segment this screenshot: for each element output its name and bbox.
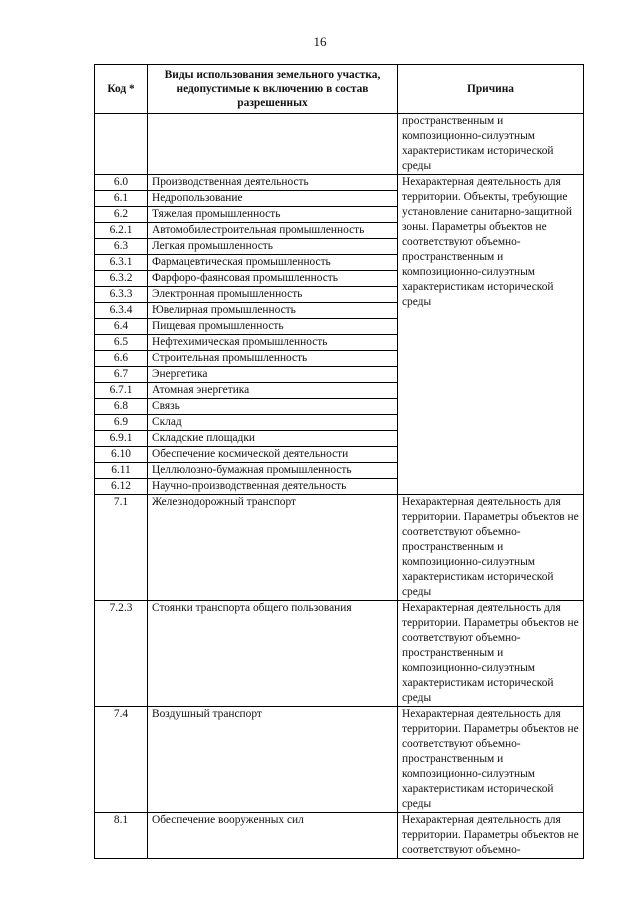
use-cell: Обеспечение космической деятельности — [148, 447, 398, 463]
code-cell: 6.8 — [95, 399, 148, 415]
table-row — [95, 707, 584, 813]
code-cell: 6.12 — [95, 479, 148, 495]
page-number: 16 — [313, 34, 327, 49]
use-cell: Автомобилестроительная промышленность — [148, 223, 398, 239]
group-6-rows — [95, 175, 584, 495]
use-cell: Целлюлозно-бумажная промышленность — [148, 463, 398, 479]
continuation-code-cell — [95, 114, 148, 175]
code-cell: 6.4 — [95, 319, 148, 335]
use-cell: Железнодорожный транспорт — [148, 495, 398, 601]
reason-cell: Нехарактерная деятельность для территории. Параметры объектов не соответствуют объемно-пространственным и композиционно-силуэтным характеристикам исторической среды — [398, 707, 584, 813]
code-cell: 6.3.3 — [95, 287, 148, 303]
reason-cell: Нехарактерная деятельность для территории. Параметры объектов не соответствуют объемно-пространственным и композиционно-силуэтным характеристикам исторической среды — [398, 601, 584, 707]
table-row — [95, 175, 584, 191]
code-cell: 6.6 — [95, 351, 148, 367]
code-cell: 6.10 — [95, 447, 148, 463]
code-cell: 6.3.2 — [95, 271, 148, 287]
use-cell: Атомная энергетика — [148, 383, 398, 399]
use-cell: Строительная промышленность — [148, 351, 398, 367]
use-cell: Нефтехимическая промышленность — [148, 335, 398, 351]
use-cell: Фарфоро-фаянсовая промышленность — [148, 271, 398, 287]
reason-cell: Нехарактерная деятельность для территории. Объекты, требующие установление санитарно-защитной зоны. Параметры объектов не соответствуют объемно-пространственным и композиционно-силуэтным характеристикам исторической среды — [398, 175, 584, 495]
continuation-use-cell — [148, 114, 398, 175]
use-cell: Фармацевтическая промышленность — [148, 255, 398, 271]
use-cell: Недропользование — [148, 191, 398, 207]
reason-cell: Нехарактерная деятельность для территории. Параметры объектов не соответствуют объемно-пространственным и композиционно-силуэтным характеристикам исторической среды — [398, 495, 584, 601]
use-cell: Складские площадки — [148, 431, 398, 447]
use-cell: Производственная деятельность — [148, 175, 398, 191]
code-cell: 7.1 — [95, 495, 148, 601]
use-cell: Обеспечение вооруженных сил — [148, 813, 398, 859]
use-cell: Электронная промышленность — [148, 287, 398, 303]
code-cell: 6.2 — [95, 207, 148, 223]
code-cell: 6.1 — [95, 191, 148, 207]
code-cell: 7.4 — [95, 707, 148, 813]
code-cell: 8.1 — [95, 813, 148, 859]
code-cell: 7.2.3 — [95, 601, 148, 707]
table-row — [95, 813, 584, 859]
table-row — [95, 601, 584, 707]
use-cell: Стоянки транспорта общего пользования — [148, 601, 398, 707]
code-cell: 6.9 — [95, 415, 148, 431]
code-cell: 6.3 — [95, 239, 148, 255]
code-cell: 6.0 — [95, 175, 148, 191]
use-cell: Энергетика — [148, 367, 398, 383]
code-cell: 6.7 — [95, 367, 148, 383]
code-cell: 6.3.1 — [95, 255, 148, 271]
header-use: Виды использования земельного участка, недопустимые к включению в состав разрешенных — [148, 65, 398, 114]
code-cell: 6.11 — [95, 463, 148, 479]
table-row — [95, 495, 584, 601]
use-cell: Легкая промышленность — [148, 239, 398, 255]
use-cell: Пищевая промышленность — [148, 319, 398, 335]
use-cell: Склад — [148, 415, 398, 431]
header-code: Код * — [95, 65, 148, 114]
use-cell: Связь — [148, 399, 398, 415]
table-header-row — [95, 65, 584, 114]
use-cell: Ювелирная промышленность — [148, 303, 398, 319]
code-cell: 6.3.4 — [95, 303, 148, 319]
header-reason: Причина — [398, 65, 584, 114]
code-cell: 6.9.1 — [95, 431, 148, 447]
land-use-table — [94, 64, 584, 859]
use-cell: Тяжелая промышленность — [148, 207, 398, 223]
code-cell: 6.2.1 — [95, 223, 148, 239]
code-cell: 6.7.1 — [95, 383, 148, 399]
reason-cell: Нехарактерная деятельность для территории. Параметры объектов не соответствуют объемно- — [398, 813, 584, 859]
group-7-8-rows — [95, 495, 584, 859]
use-cell: Научно-производственная деятельность — [148, 479, 398, 495]
code-cell: 6.5 — [95, 335, 148, 351]
use-cell: Воздушный транспорт — [148, 707, 398, 813]
continuation-row — [95, 114, 584, 175]
continuation-reason: пространственным и композиционно-силуэтным характеристикам исторической среды — [398, 114, 584, 175]
